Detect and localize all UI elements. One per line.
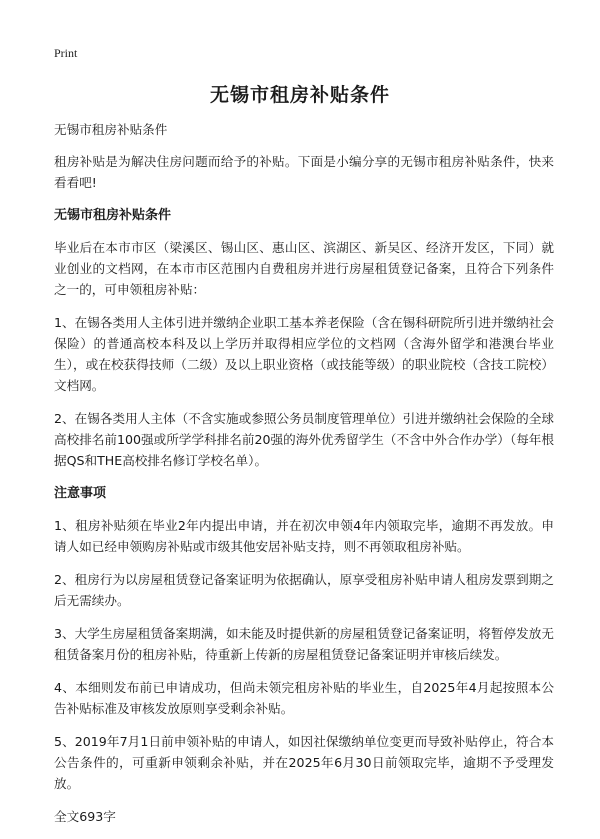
intro-paragraph: 租房补贴是为解决住房问题而给予的补贴。下面是小编分享的无锡市租房补贴条件，快来看看吧! xyxy=(54,154,554,190)
conditions-paragraph: 毕业后在本市市区（梁溪区、锡山区、惠山区、滨湖区、新吴区、经济开发区，下同）就业创业的文档网，在本市市区范围内自费租房并进行房屋租赁登记备案，且符合下列条件之一的，可申领租房补贴： xyxy=(54,240,554,297)
document-title: 无锡市租房补贴条件 xyxy=(209,84,390,106)
notes-paragraph: 5、2019年7月1日前申领补贴的申请人，如因社保缴纳单位变更而导致补贴停止，符合本公告条件的，可重新申领剩余补贴，并在2025年6月30日前领取完毕，逾期不予受理发放。 xyxy=(54,734,554,791)
section-heading-conditions: 无锡市租房补贴条件 xyxy=(54,208,172,223)
word-count: 全文693字 xyxy=(54,809,116,824)
notes-paragraph: 4、本细则发布前已申请成功，但尚未领完租房补贴的毕业生，自2025年4月起按照本公告补贴标准及审核发放原则享受剩余补贴。 xyxy=(54,680,554,716)
document-subtitle: 无锡市租房补贴条件 xyxy=(54,122,168,137)
section-heading-notes: 注意事项 xyxy=(54,486,107,501)
notes-paragraph: 3、大学生房屋租赁备案期满，如未能及时提供新的房屋租赁登记备案证明，将暂停发放无租赁备案月份的租房补贴，待重新上传新的房屋租赁登记备案证明并审核后续发。 xyxy=(54,626,554,662)
notes-paragraph: 2、租房行为以房屋租赁登记备案证明为依据确认，原享受租房补贴申请人租房发票到期之后无需续办。 xyxy=(54,572,554,608)
document-body xyxy=(54,119,554,839)
conditions-paragraph: 1、在锡各类用人主体引进并缴纳企业职工基本养老保险（含在锡科研院所引进并缴纳社会保险）的普通高校本科及以上学历并取得相应学位的文档网（含海外留学和港澳台毕业生），或在校获得技师（二级）及以上职业资格（或技能等级）的职业院校（含技工院校）文档网。 xyxy=(54,315,554,393)
notes-paragraph: 1、租房补贴须在毕业2年内提出申请，并在初次申领4年内领取完毕，逾期不再发放。申请人如已经申领购房补贴或市级其他安居补贴支持，则不再领取租房补贴。 xyxy=(54,518,554,554)
conditions-paragraph: 2、在锡各类用人主体（不含实施或参照公务员制度管理单位）引进并缴纳社会保险的全球高校排名前100强或所学学科排名前20强的海外优秀留学生（不含中外合作办学）（每年根据QS和THE高校排名修订学校名单）。 xyxy=(54,411,554,468)
print-link[interactable]: Print xyxy=(54,46,78,60)
